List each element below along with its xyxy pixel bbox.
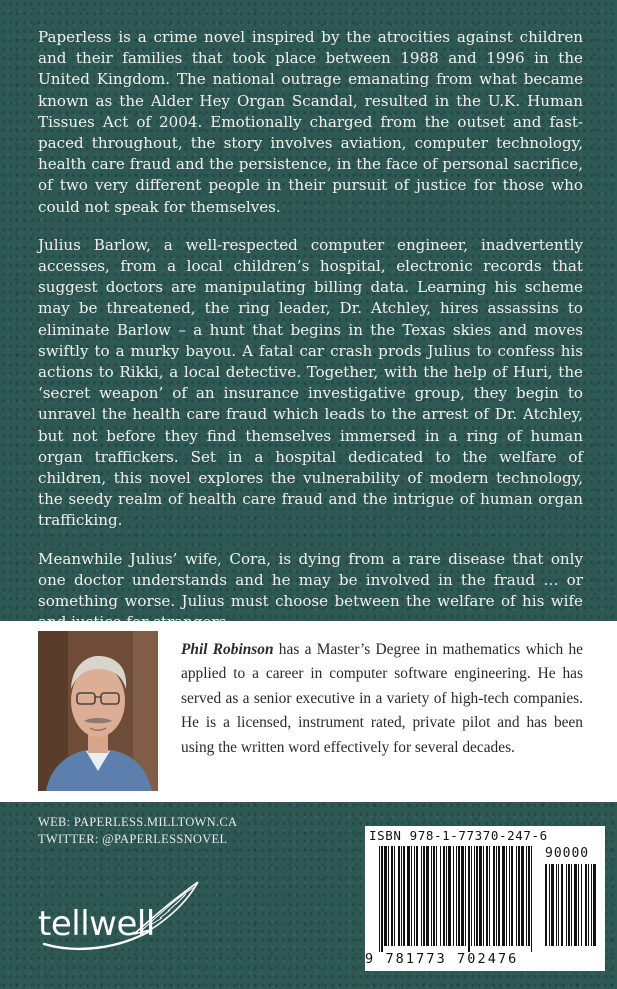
- barcode-bar: [493, 846, 495, 946]
- blurb-paragraph-1: Paperless is a crime novel inspired by the atrocities against children and their families that took place between 1988 and 1996 in the United Kingdom. The national outrage emanating from what became known as the Alder Hey Organ Scandal, resulted in the U.K. Human Tissues Act of 2004. Emotionally charged from the outset and fast-paced throughout, the story involves aviation, computer technology, health care fraud and the persistence, in the face of personal sacrifice, of two very different people in their pursuit of justice for those who could not speak for themselves.: [38, 28, 583, 216]
- barcode-bar: [403, 846, 405, 946]
- publisher-logo: [38, 880, 208, 960]
- author-name: Phil Robinson: [181, 641, 274, 658]
- barcode-bar: [476, 846, 478, 946]
- barcode-bar: [407, 846, 410, 946]
- barcode-bar: [486, 846, 488, 946]
- addon-bar: [585, 864, 587, 946]
- addon-bar: [574, 864, 577, 946]
- author-section: [0, 621, 617, 802]
- barcode-bar: [526, 846, 527, 946]
- addon-bar: [558, 864, 559, 946]
- barcode-bar: [401, 846, 402, 946]
- barcode-bar: [468, 846, 470, 952]
- barcode-bar: [453, 846, 454, 946]
- twitter-handle[interactable]: TWITTER: @PAPERLESSNOVEL: [38, 832, 228, 846]
- isbn-label: ISBN 978-1-77370-247-6: [369, 828, 548, 843]
- barcode-bar: [414, 846, 415, 946]
- book-blurb: [38, 27, 583, 650]
- addon-bar: [571, 864, 572, 946]
- addon-bar: [566, 864, 567, 946]
- barcode-bar: [509, 846, 510, 946]
- author-bio-text: has a Master’s Degree in mathematics which he applied to a career in computer software engineering. He has served as a senior executive in a variety of high-tech companies. He is a licensed, instrument rated, private pilot and has been using the written word effectively for several decades.: [181, 641, 583, 756]
- barcode-bar: [498, 846, 500, 946]
- addon-bar: [578, 864, 579, 946]
- barcode-bar: [440, 846, 441, 946]
- barcode-bar: [511, 846, 513, 946]
- isbn-barcode: [365, 826, 605, 971]
- addon-bar: [591, 864, 592, 946]
- barcode-bar: [416, 846, 418, 946]
- barcode-bar: [479, 846, 482, 946]
- addon-bar: [581, 864, 582, 946]
- barcode-bar: [521, 846, 524, 946]
- barcode-bar: [496, 846, 497, 946]
- barcode-bar: [518, 846, 520, 946]
- addon-bar: [549, 864, 550, 946]
- barcode-bar: [436, 846, 437, 946]
- barcode-bar: [433, 846, 435, 946]
- addon-bar: [561, 864, 563, 946]
- barcode-bar: [474, 846, 475, 946]
- author-photo: [38, 631, 158, 791]
- barcode-bar: [443, 846, 445, 946]
- addon-bar: [556, 864, 557, 946]
- barcode-bar: [388, 846, 389, 946]
- barcode-bar: [394, 846, 395, 946]
- author-portrait-image: [38, 631, 158, 791]
- barcode-bar: [506, 846, 507, 946]
- contact-info: [38, 814, 237, 848]
- barcode-bar: [398, 846, 400, 946]
- publisher-logo-text: tellwell: [38, 904, 155, 944]
- barcode-bars: [365, 826, 605, 971]
- website-link[interactable]: WEB: PAPERLESS.MILLTOWN.CA: [38, 815, 238, 829]
- barcode-bar: [531, 846, 532, 952]
- barcode-bar: [461, 846, 464, 946]
- addon-bar: [545, 864, 547, 946]
- barcode-bar: [483, 846, 484, 946]
- barcode-bar: [379, 846, 380, 952]
- price-code: 90000: [545, 846, 590, 861]
- barcode-bar: [516, 846, 517, 946]
- barcode-bar: [471, 846, 472, 946]
- barcode-bar: [502, 846, 505, 946]
- addon-bar: [588, 864, 589, 946]
- barcode-bar: [431, 846, 432, 946]
- barcode-bar: [411, 846, 412, 946]
- barcode-bar: [426, 846, 429, 946]
- barcode-bar: [458, 846, 460, 946]
- barcode-bar: [489, 846, 490, 946]
- author-bio: [181, 638, 583, 760]
- blurb-paragraph-2: Julius Barlow, a well-respected computer engineer, inadvertently accesses, from a local children’s hospital, electronic records that suggest doctors are manipulating billing data. Learning his scheme may be threatened, the ring leader, Dr. Atchley, hires assassins to eliminate Barlow – a hunt that begins in the Texas skies and moves swiftly to a murky bayou. A fatal car crash prods Julius to confess his actions to Rikki, a local detective. Together, with the help of Huri, the ‘secret weapon’ of an insurance investigative group, they begin to unravel the health care fraud which leads to the arrest of Dr. Atchley, but not before they find themselves immersed in a ring of human organ traffickers. Set in a hospital dedicated to the welfare of children, this novel explores the vulnerability of modern technology, the seedy realm of health care fraud and the intrigue of human organ trafficking.: [38, 235, 583, 530]
- ean-digits: 9 781773 702476: [365, 951, 519, 967]
- barcode-bar: [465, 846, 466, 946]
- barcode-bar: [448, 846, 451, 946]
- barcode-bar: [421, 846, 422, 946]
- barcode-bar: [381, 846, 383, 952]
- barcode-bar: [391, 846, 393, 946]
- barcode-bar: [456, 846, 457, 946]
- barcode-bar: [528, 846, 530, 946]
- addon-bar: [551, 864, 554, 946]
- barcode-bar: [384, 846, 387, 946]
- addon-bar: [568, 864, 570, 946]
- barcode-bar: [446, 846, 447, 946]
- addon-bar: [593, 864, 596, 946]
- blurb-paragraph-3: Meanwhile Julius’ wife, Cora, is dying from a rare disease that only one doctor understands and he may be involved in the fraud … or something worse. Julius must choose between the welfare of his wife: [38, 549, 583, 611]
- barcode-bar: [423, 846, 425, 946]
